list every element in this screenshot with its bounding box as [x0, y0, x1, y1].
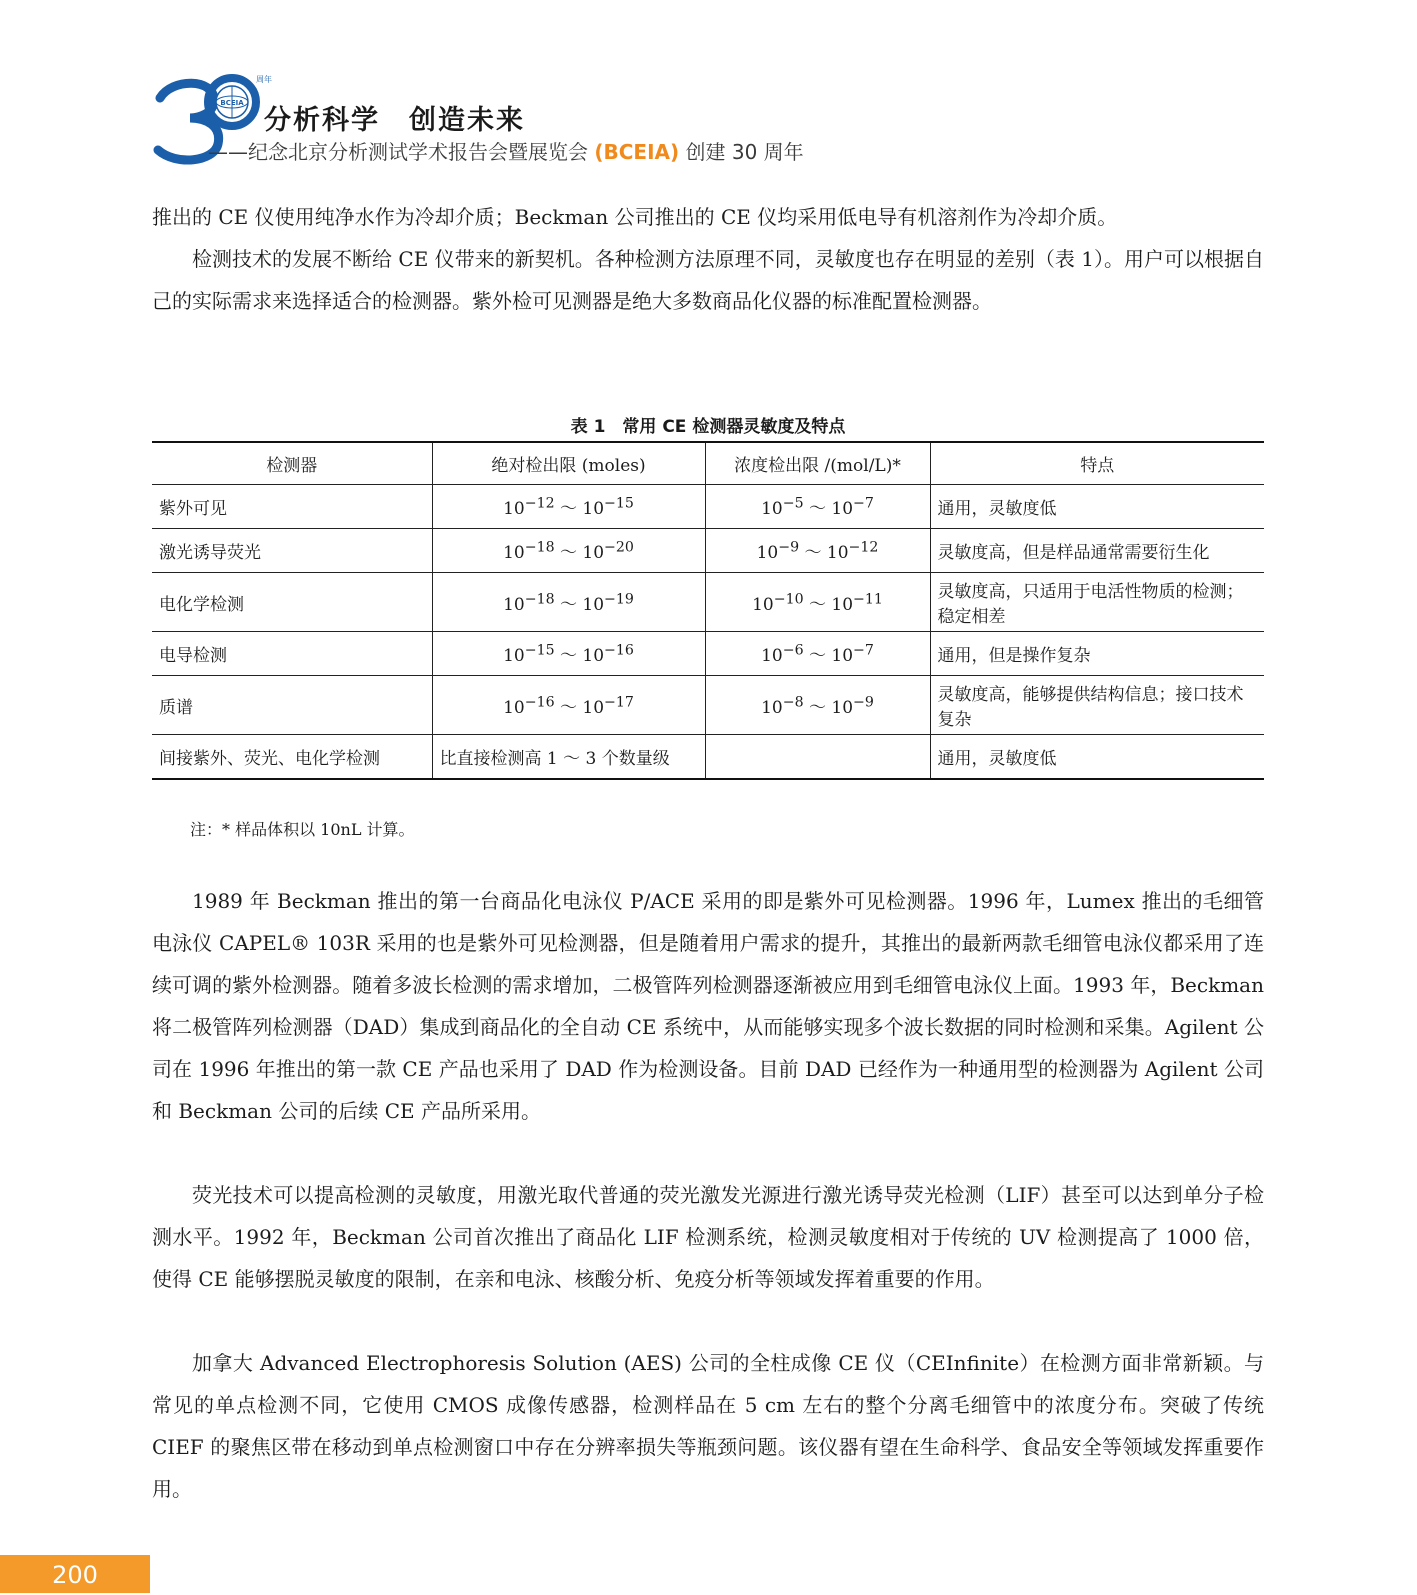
feature: 通用，但是操作复杂: [930, 632, 1264, 676]
page-header: [152, 70, 872, 170]
paragraph-1: 推出的 CE 仪使用纯净水作为冷却介质；Beckman 公司推出的 CE 仪均采用低电导有机溶剂作为冷却介质。: [152, 205, 1118, 229]
feature: 灵敏度高，能够提供结构信息；接口技术复杂: [930, 676, 1264, 735]
table-row: [152, 735, 1264, 780]
abs-limit: $10^{-18}$ ～ $10^{-19}$: [432, 573, 705, 632]
abs-limit: 比直接检测高 1 ～ 3 个数量级: [432, 735, 705, 780]
feature: 通用，灵敏度低: [930, 485, 1264, 529]
conc-limit: $10^{-5}$ ～ $10^{-7}$: [705, 485, 930, 529]
detector-table: [152, 441, 1264, 780]
table-row: [152, 485, 1264, 529]
table-caption: 表 1 常用 CE 检测器灵敏度及特点: [570, 417, 846, 437]
table-row: [152, 529, 1264, 573]
header-subtitle: [208, 136, 804, 165]
page-number: 200: [0, 1555, 150, 1593]
paragraph-2: 检测技术的发展不断给 CE 仪带来的新契机。各种检测方法原理不同，灵敏度也存在明显的差别（表 1）。用户可以根据自己的实际需求来选择适合的检测器。紫外检可见测器是绝大多数商品化仪器的标准配置检测器。: [152, 247, 1264, 313]
paragraph-3: 1989 年 Beckman 推出的第一台商品化电泳仪 P/ACE 采用的即是紫外可见检测器。1996 年，Lumex 推出的毛细管电泳仪 CAPEL® 103R 采用的也是紫外可见检测器，但是随着用户需求的提升，其推出的最新两款毛细管电泳仪都采用了连续可调的紫外检测器。随着多波长检测的需求增加，二极管阵列检测器逐渐被应用到毛细管电泳仪上面。1993 年，Beckman 将二极管阵列检测器（DAD）集成到商品化的全自动 CE 系统中，从而能够实现多个波长数据的同时检测和采集。Agilent 公司在 1996 年推出的第一款 CE 产品也采用了 DAD 作为检测设备。目前 DAD 已经作为一种通用型的检测器为 Agilent 公司和 Beckman 公司的后续 CE 产品所采用。: [152, 889, 1264, 1123]
table-row: [152, 676, 1264, 735]
conc-limit: $10^{-6}$ ～ $10^{-7}$: [705, 632, 930, 676]
detector-name: 间接紫外、荧光、电化学检测: [152, 735, 432, 780]
table-row: [152, 573, 1264, 632]
subtitle-post: 创建 30 周年: [679, 140, 804, 164]
detector-name: 激光诱导荧光: [152, 529, 432, 573]
paragraph-5: 加拿大 Advanced Electrophoresis Solution (AES) 公司的全柱成像 CE 仪（CEInfinite）在检测方面非常新颖。与常见的单点检测不同，它使用 CMOS 成像传感器，检测样品在 5 cm 左右的整个分离毛细管中的浓度分布。突破了传统 CIEF 的聚焦区带在移动到单点检测窗口中存在分辨率损失等瓶颈问题。该仪器有望在生命科学、食品安全等领域发挥重要作用。: [152, 1351, 1264, 1501]
conc-limit: $10^{-10}$ ～ $10^{-11}$: [705, 573, 930, 632]
conc-limit: $10^{-9}$ ～ $10^{-12}$: [705, 529, 930, 573]
abs-limit: $10^{-15}$ ～ $10^{-16}$: [432, 632, 705, 676]
header-title: 分析科学 创造未来: [264, 105, 525, 136]
table-note: 注：* 样品体积以 10nL 计算。: [190, 820, 415, 839]
col-header-detector: 检测器: [152, 442, 432, 485]
table-header-row: [152, 442, 1264, 485]
table-row: [152, 632, 1264, 676]
feature: 灵敏度高，只适用于电活性物质的检测；稳定相差: [930, 573, 1264, 632]
abs-limit: $10^{-16}$ ～ $10^{-17}$: [432, 676, 705, 735]
col-header-conc-limit: 浓度检出限 /(mol/L)*: [705, 442, 930, 485]
paragraph-4: 荧光技术可以提高检测的灵敏度，用激光取代普通的荧光激发光源进行激光诱导荧光检测（LIF）甚至可以达到单分子检测水平。1992 年，Beckman 公司首次推出了商品化 LIF 检测系统，检测灵敏度相对于传统的 UV 检测提高了 1000 倍，使得 CE 能够摆脱灵敏度的限制，在亲和电泳、核酸分析、免疫分析等领域发挥着重要的作用。: [152, 1183, 1264, 1291]
col-header-feature: 特点: [930, 442, 1264, 485]
logo-text: BCEIA: [220, 99, 244, 107]
subtitle-pre: ——纪念北京分析测试学术报告会暨展览会: [208, 140, 595, 164]
col-header-abs-limit: 绝对检出限 (moles): [432, 442, 705, 485]
subtitle-accent: (BCEIA): [594, 140, 680, 164]
abs-limit: $10^{-18}$ ～ $10^{-20}$: [432, 529, 705, 573]
conc-limit: $10^{-8}$ ～ $10^{-9}$: [705, 676, 930, 735]
conc-limit: [705, 735, 930, 780]
detector-name: 紫外可见: [152, 485, 432, 529]
detector-name: 电化学检测: [152, 573, 432, 632]
detector-name: 质谱: [152, 676, 432, 735]
feature: 灵敏度高，但是样品通常需要衍生化: [930, 529, 1264, 573]
detector-name: 电导检测: [152, 632, 432, 676]
logo-anniversary-label: 周年: [256, 75, 272, 84]
abs-limit: $10^{-12}$ ～ $10^{-15}$: [432, 485, 705, 529]
feature: 通用，灵敏度低: [930, 735, 1264, 780]
